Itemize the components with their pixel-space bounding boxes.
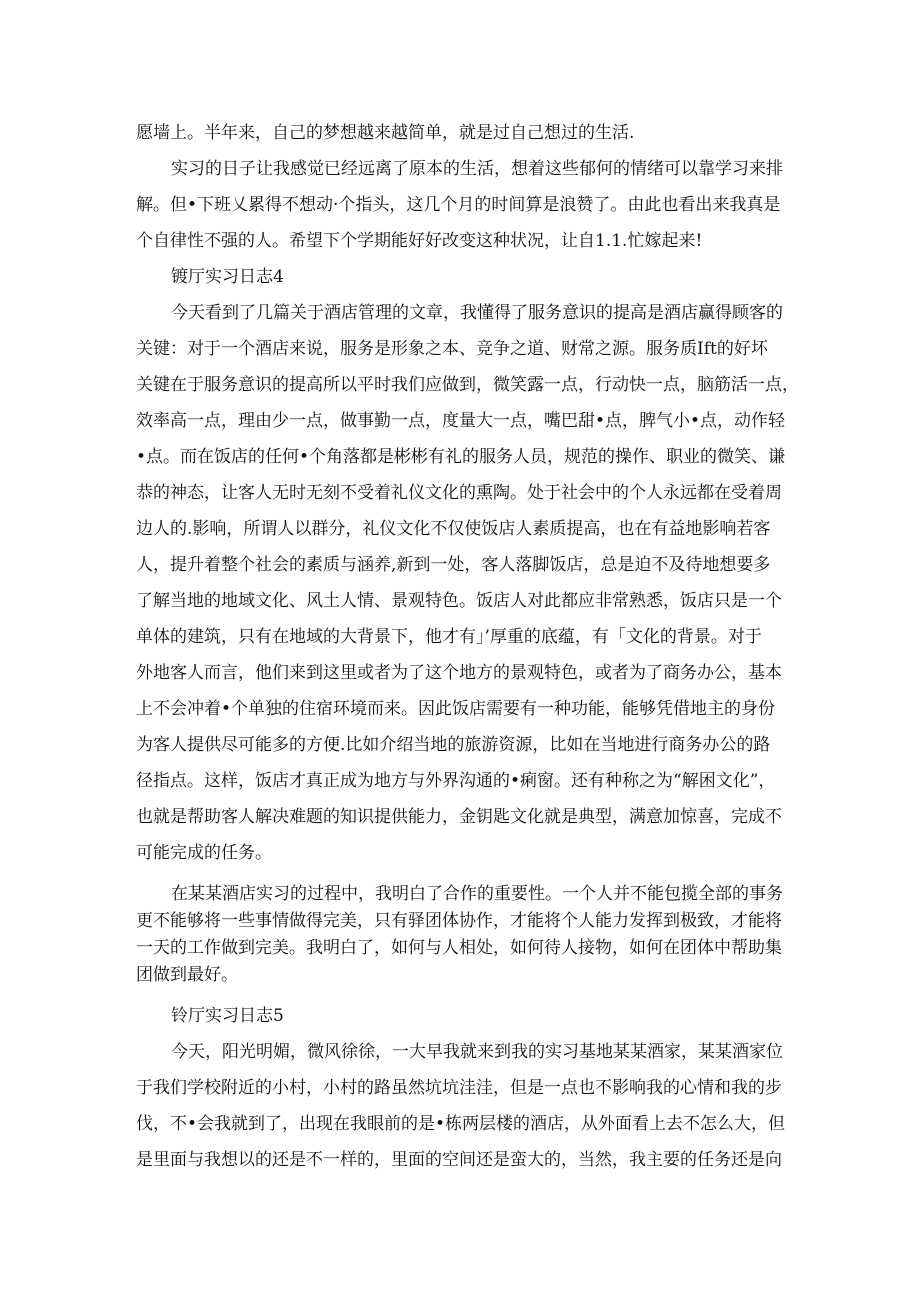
- text-line: 是里面与我想以的还是不一样的，里面的空间还是蛮大的，当然，我主要的任务还是向: [136, 1150, 782, 1170]
- text-line: 恭的神态，让客人无时无刻不受着礼仪文化的熏陶。处于社会中的个人永远都在受着周: [136, 483, 782, 503]
- text-line: 也就是帮助客人解决难题的知识提供能力，金钥匙文化就是典型，满意加惊喜，完成不: [136, 807, 782, 827]
- text-line: 在某某酒店实习的过程中，我明白了合作的重要性。一个人并不能包揽全部的事务: [171, 884, 783, 904]
- text-line: •点。而在饭店的任何•个角落都是彬彬有礼的服务人员，规范的操作、职业的微笑、谦: [136, 447, 786, 467]
- text-line: 外地客人而言，他们来到这里或者为了这个地方的景观特色，或者为了商务办公，基本: [136, 663, 782, 683]
- text-line: 今天看到了几篇关于酒店管理的文章，我懂得了服务意识的提高是酒店赢得顾客的: [171, 303, 783, 323]
- text-line: 效率高一点，理由少一点，做事勤一点，度量大一点，嘴巴甜•点，脾气小•点，动作轻: [136, 411, 786, 431]
- text-line: 一天的工作做到完美。我明白了，如何与人相处，如何待人接物，如何在团体中帮助集: [136, 938, 782, 958]
- text-line: 关键：对于一个酒店来说，服务是形象之本、竞争之道、财常之源。服务质Ift的好坏: [136, 339, 768, 359]
- text-line: 人，提升着整个社会的素质与涵养,新到一处，客人落脚饭店，总是迫不及待地想要多: [136, 555, 771, 575]
- section-heading: 镀厅实习日志4: [171, 267, 284, 287]
- text-line: 解。但•下班乂累得不想动·个指头，这几个月的时间算是浪赞了。由此也看出来我真是: [136, 195, 781, 215]
- text-line: 愿墙上。半年来，自己的梦想越来越简单，就是过自己想过的生活.: [136, 123, 635, 143]
- text-line: 实习的日子让我感觉已经远离了原本的生活，想着这些郁何的情绪可以靠学习来排: [171, 159, 783, 179]
- text-line: 伐，不•会我就到了，出现在我眼前的是•栋两层楼的酒店，从外面看上去不怎么大，但: [136, 1114, 786, 1134]
- text-line: 可能完成的任务。: [136, 843, 272, 863]
- text-line: 更不能够将一些事情做得完美，只有驿团体协作，才能将个人能力发挥到极致，才能将: [136, 911, 782, 931]
- text-line: 边人的.影响，所谓人以群分，礼仪文化不仅使饭店人素质提高，也在有益地影响若客: [136, 519, 771, 539]
- text-line: 上不会冲着•个单独的住宿环境而来。因此饭店需要有一种功能，能够凭借地主的身份: [136, 699, 776, 719]
- text-line: 于我们学校附近的小村，小村的路虽然坑坑洼洼，但是一点也不影响我的心情和我的步: [136, 1078, 782, 1098]
- text-line: 个自律性不强的人。希望下个学期能好好改变这种状况，让自1.1.忙嫁起来!: [136, 231, 703, 251]
- text-line: 关键在于服务意识的提高所以平时我们应做到，微笑露一点，行动快一点，脑筋活一点，: [136, 375, 799, 395]
- text-line: 团做到最好。: [136, 965, 238, 985]
- text-line: 径指点。这样，饭店才真正成为地方与外界沟通的•痢窗。还有种称之为“解困文化”，: [136, 771, 776, 791]
- section-heading: 铃厅实习日志5: [171, 1006, 284, 1026]
- text-line: 了解当地的地域文化、风土人情、景观特色。饭店人对此都应非常熟悉，饭店只是一个: [136, 591, 782, 611]
- text-line: 为客人提供尽可能多的方便.比如介绍当地的旅游资源，比如在当地进行商务办公的路: [136, 735, 771, 755]
- text-line: 单体的建筑，只有在地域的大背景下，他才有」’厚重的底蕴，有「文化的背景。对于: [136, 627, 762, 647]
- text-line: 今天，阳光明媚，微风徐徐，一大早我就来到我的实习基地某某酒家，某某酒家位: [171, 1042, 783, 1062]
